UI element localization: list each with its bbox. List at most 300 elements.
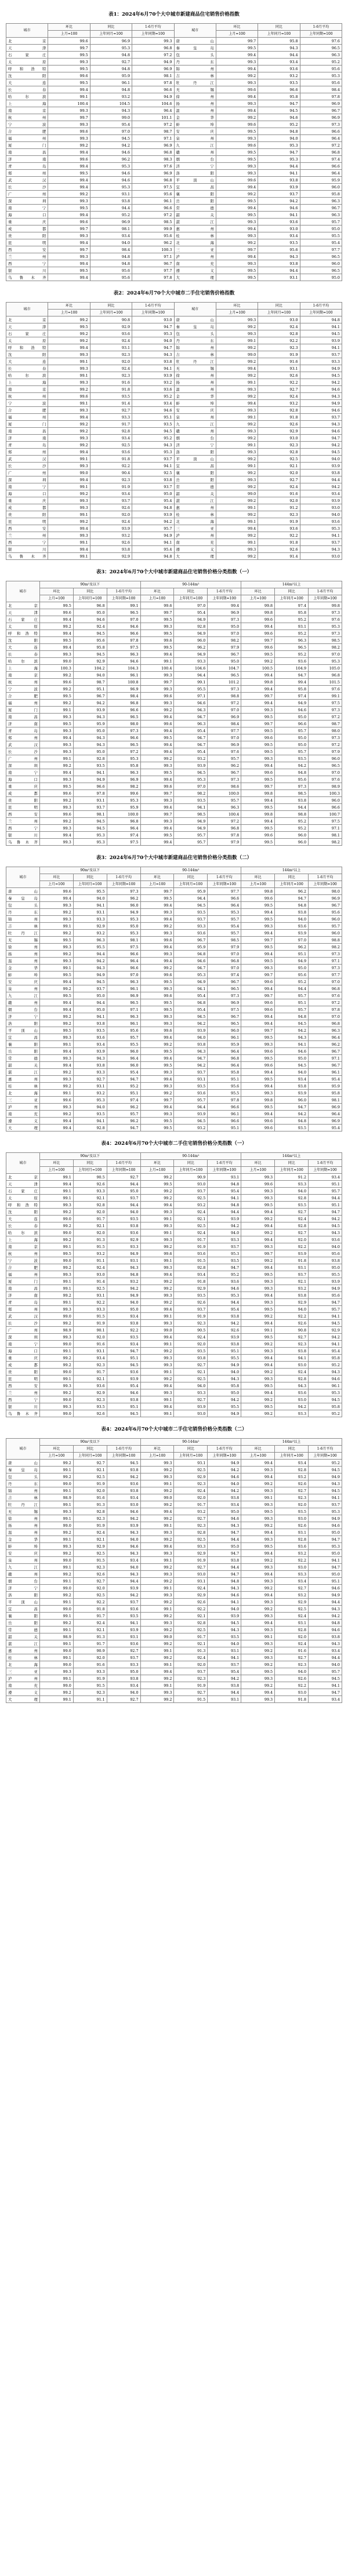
city-name: 秦皇岛 xyxy=(6,1467,40,1473)
table-row xyxy=(6,1271,342,1278)
city-name: 济南 xyxy=(6,156,48,163)
mom-value: 99.2 xyxy=(216,358,258,365)
mom-value: 99.2 xyxy=(140,1467,174,1473)
yoy-value: 92.7 xyxy=(73,1578,107,1585)
mom-value: 99.5 xyxy=(140,734,174,741)
mom-value: 99.4 xyxy=(39,1125,73,1131)
avg-value: 94.7 xyxy=(208,1529,241,1536)
avg-value: 94.6 xyxy=(107,1543,140,1550)
yoy-value: 92.4 xyxy=(275,1369,309,1376)
avg-value: 95.8 xyxy=(309,1355,342,1362)
table-row xyxy=(6,267,342,274)
yoy-value: 92.2 xyxy=(174,1606,208,1613)
avg-header: 1-6月平均 xyxy=(309,874,342,881)
mom-subheader: 上月=100 xyxy=(216,31,258,38)
yoy-value: 93.2 xyxy=(73,1250,107,1257)
avg-value: 96.0 xyxy=(309,797,342,804)
mom-value: 99.3 xyxy=(140,672,174,679)
avg-value: 99.6 xyxy=(107,790,140,797)
mom-value: 99.4 xyxy=(241,1222,275,1229)
avg-value: 95.1 xyxy=(309,1202,342,1209)
yoy-value: 92.4 xyxy=(174,1209,208,1216)
city-name: 长春 xyxy=(6,365,48,372)
yoy-value: 94.3 xyxy=(174,1048,208,1055)
avg-value: 96.8 xyxy=(132,45,174,52)
avg-value: 98.1 xyxy=(309,1097,342,1104)
yoy-value: 94.8 xyxy=(90,66,132,72)
table-row xyxy=(6,1278,342,1285)
city-name: 济南 xyxy=(6,435,48,442)
mom-value: 99.0 xyxy=(39,1216,73,1222)
avg-value: 97.0 xyxy=(107,616,140,623)
avg-value: 95.2 xyxy=(309,1362,342,1369)
mom-value: 99.2 xyxy=(241,1369,275,1376)
mom-value: 99.7 xyxy=(140,888,174,895)
yoy-value: 94.5 xyxy=(174,769,208,776)
city-name: 吉林 xyxy=(174,351,216,358)
yoy-value: 94.1 xyxy=(73,1118,107,1125)
mom-value: 99.6 xyxy=(241,1125,275,1131)
yoy-value: 94.7 xyxy=(275,895,309,902)
city-name: 蚌埠 xyxy=(6,1543,40,1550)
mom-value: 99.3 xyxy=(241,1515,275,1522)
mom-value: 99.2 xyxy=(140,1696,174,1703)
mom-value: 99.3 xyxy=(39,916,73,923)
avg-value: 93.8 xyxy=(208,1682,241,1689)
avg-value: 93.1 xyxy=(208,1647,241,1654)
avg-value: 98.8 xyxy=(309,937,342,944)
mom-value: 99.4 xyxy=(216,225,258,232)
city-name: 福州 xyxy=(6,135,48,142)
table-row xyxy=(6,1620,342,1627)
city-name: 泉州 xyxy=(6,985,40,992)
mom-value: 99.6 xyxy=(241,616,275,623)
table-row xyxy=(6,93,342,100)
yoy-value: 93.5 xyxy=(73,1403,107,1410)
avg-value: 93.5 xyxy=(107,1334,140,1341)
table-3 xyxy=(6,581,342,846)
mom-value: 99.6 xyxy=(48,393,90,400)
yoy-value: 92.9 xyxy=(90,553,132,560)
avg-value: 94.1 xyxy=(107,1620,140,1627)
yoy-value: 94.9 xyxy=(174,630,208,637)
avg-value: 95.2 xyxy=(309,1410,342,1417)
mom-value: 99.1 xyxy=(48,93,90,100)
avg-value: 96.5 xyxy=(107,714,140,721)
yoy-value: 92.4 xyxy=(73,1529,107,1536)
mom-value: 99.3 xyxy=(140,1592,174,1599)
avg-value: 96.8 xyxy=(132,177,174,184)
city-name: 唐山 xyxy=(6,1460,40,1467)
yoy-value: 93.3 xyxy=(73,1306,107,1313)
city-name: 常德 xyxy=(6,1627,40,1633)
city-name: 南昌 xyxy=(6,714,40,721)
table-row xyxy=(6,1647,342,1654)
mom-value: 99.5 xyxy=(140,895,174,902)
yoy-value: 95.1 xyxy=(275,999,309,1006)
yoy-value: 93.2 xyxy=(90,532,132,539)
table-row xyxy=(6,1460,342,1467)
table-row xyxy=(6,232,342,239)
mom-subheader: 上月=100 xyxy=(241,595,275,602)
city-name: 石家庄 xyxy=(6,52,48,59)
city-name: 深圳 xyxy=(6,762,40,769)
table-row xyxy=(6,490,342,497)
mom-value: 99.3 xyxy=(241,1195,275,1202)
avg-value: 95.4 xyxy=(300,239,342,246)
yoy-value: 94.1 xyxy=(275,1041,309,1048)
mom-value: 99.5 xyxy=(241,1334,275,1341)
yoy-value: 92.3 xyxy=(174,1675,208,1682)
yoy-value: 93.4 xyxy=(275,1578,309,1585)
yoy-header: 同比 xyxy=(90,303,132,310)
yoy-value: 92.6 xyxy=(275,1522,309,1529)
city-name: 三亚 xyxy=(6,1668,40,1675)
table-row xyxy=(6,1202,342,1209)
mom-value: 99.1 xyxy=(39,923,73,930)
city-name: 牡丹江 xyxy=(174,358,216,365)
city-name: 金华 xyxy=(6,965,40,972)
yoy-value: 91.8 xyxy=(258,414,300,421)
city-name: 西宁 xyxy=(6,1396,40,1403)
mom-value: 99.2 xyxy=(140,1278,174,1285)
mom-value: 99.6 xyxy=(140,602,174,609)
yoy-value: 92.0 xyxy=(73,1229,107,1236)
avg-value: 96.9 xyxy=(107,776,140,783)
yoy-value: 94.3 xyxy=(174,707,208,714)
yoy-value: 93.7 xyxy=(73,985,107,992)
avg-value: 96.9 xyxy=(309,1118,342,1125)
mom-value: 99.2 xyxy=(39,686,73,693)
avg-value: 94.4 xyxy=(309,1599,342,1606)
yoy-value: 92.7 xyxy=(275,1229,309,1236)
avg-value: 97.9 xyxy=(208,944,241,951)
city-name: 南昌 xyxy=(6,1285,40,1292)
mom-value: 99.6 xyxy=(39,888,73,895)
avg-subheader: 上年同期=100 xyxy=(300,31,342,38)
avg-value: 98.2 xyxy=(107,783,140,790)
city-name: 西安 xyxy=(6,525,48,532)
table-row xyxy=(6,1661,342,1668)
yoy-value: 93.4 xyxy=(90,435,132,442)
group-header-large: 144m²以上 xyxy=(241,1153,342,1160)
yoy-value: 92.8 xyxy=(275,1536,309,1543)
mom-value: 99.6 xyxy=(216,121,258,128)
yoy-value: 92.5 xyxy=(73,1592,107,1599)
avg-value: 96.4 xyxy=(107,825,140,832)
avg-value: 96.0 xyxy=(309,916,342,923)
yoy-value: 97.0 xyxy=(174,783,208,790)
avg-value: 95.3 xyxy=(300,525,342,532)
table-row xyxy=(6,1069,342,1076)
avg-value: 93.9 xyxy=(107,1585,140,1592)
mom-value: 99.4 xyxy=(241,1013,275,1020)
mom-value: 99.6 xyxy=(39,679,73,686)
avg-value: 94.7 xyxy=(300,435,342,442)
city-name: 西安 xyxy=(6,1382,40,1389)
mom-value: 99.2 xyxy=(216,239,258,246)
avg-subheader: 上年同期=100 xyxy=(208,1167,241,1174)
avg-value: 99.3 xyxy=(132,38,174,45)
table-row xyxy=(6,811,342,818)
city-name: 三亚 xyxy=(6,1097,40,1104)
avg-value: 93.6 xyxy=(107,1606,140,1613)
mom-value: 99.5 xyxy=(241,804,275,811)
city-name: 安庆 xyxy=(174,407,216,414)
table-row xyxy=(6,1564,342,1571)
mom-value: 99.2 xyxy=(140,1654,174,1661)
avg-value: 96.9 xyxy=(208,714,241,721)
mom-subheader: 上月=100 xyxy=(39,1167,73,1174)
avg-value: 93.4 xyxy=(309,1696,342,1703)
yoy-value: 96.2 xyxy=(275,944,309,951)
yoy-value: 93.6 xyxy=(73,1382,107,1389)
avg-value: 95.2 xyxy=(309,1460,342,1467)
yoy-value: 91.4 xyxy=(73,1278,107,1285)
yoy-value: 91.4 xyxy=(258,553,300,560)
yoy-value: 91.5 xyxy=(174,1696,208,1703)
yoy-value: 93.1 xyxy=(73,797,107,804)
avg-value: 93.5 xyxy=(208,1257,241,1264)
mom-value: 99.2 xyxy=(39,1292,73,1299)
avg-value: 93.4 xyxy=(300,490,342,497)
yoy-value: 92.9 xyxy=(258,428,300,435)
mom-value: 99.6 xyxy=(48,156,90,163)
yoy-value: 91.8 xyxy=(174,1278,208,1285)
city-name: 岳阳 xyxy=(6,1620,40,1627)
table-row xyxy=(6,651,342,658)
avg-value: 97.7 xyxy=(132,267,174,274)
city-name: 蚌埠 xyxy=(6,972,40,978)
yoy-value: 91.8 xyxy=(275,1257,309,1264)
avg-value: 95.7 xyxy=(107,1034,140,1041)
table-row xyxy=(6,1355,342,1362)
mom-value: 99.7 xyxy=(241,937,275,944)
yoy-value: 91.5 xyxy=(73,1557,107,1564)
table-4-title: 表3：2024年6月70个大中城市新建商品住宅销售价格分类指数（二） xyxy=(96,855,252,861)
mom-value: 99.2 xyxy=(241,1257,275,1264)
yoy-value: 92.5 xyxy=(275,1606,309,1613)
city-name: 南宁 xyxy=(6,483,48,490)
yoy-value: 91.1 xyxy=(73,1696,107,1703)
yoy-value: 92.8 xyxy=(258,407,300,414)
table-row xyxy=(6,1034,342,1041)
mom-value: 99.2 xyxy=(241,1341,275,1348)
table-row xyxy=(6,797,342,804)
mom-value: 99.1 xyxy=(216,337,258,344)
avg-value: 95.1 xyxy=(107,1403,140,1410)
city-name: 南昌 xyxy=(6,149,48,156)
avg-value: 93.8 xyxy=(107,1320,140,1327)
avg-value: 93.7 xyxy=(208,1661,241,1668)
yoy-value: 92.4 xyxy=(73,623,107,630)
yoy-value: 91.6 xyxy=(73,1341,107,1348)
mom-value: 99.1 xyxy=(140,1216,174,1222)
yoy-value: 93.7 xyxy=(174,1668,208,1675)
city-name: 深圳 xyxy=(6,476,48,483)
avg-value: 94.3 xyxy=(107,1264,140,1271)
city-name: 长春 xyxy=(6,651,40,658)
mom-value: 99.2 xyxy=(140,1675,174,1682)
mom-value: 99.2 xyxy=(39,1264,73,1271)
city-name: 海口 xyxy=(6,490,48,497)
table-2-title: 表2：2024年6月70个大中城市二手住宅销售价格指数 xyxy=(113,290,235,296)
avg-value: 96.9 xyxy=(208,999,241,1006)
yoy-value: 94.0 xyxy=(275,1069,309,1076)
yoy-value: 93.7 xyxy=(73,804,107,811)
yoy-value: 94.4 xyxy=(73,951,107,958)
avg-value: 97.5 xyxy=(107,839,140,846)
avg-value: 96.5 xyxy=(300,253,342,260)
city-name: 合肥 xyxy=(6,693,40,700)
yoy-header: 同比 xyxy=(73,874,107,881)
yoy-value: 91.7 xyxy=(73,1369,107,1376)
avg-value: 95.1 xyxy=(132,414,174,421)
table-row xyxy=(6,992,342,999)
yoy-value: 92.6 xyxy=(275,1480,309,1487)
table-row xyxy=(6,1313,342,1320)
city-name: 岳阳 xyxy=(6,1048,40,1055)
yoy-value: 93.5 xyxy=(174,1292,208,1299)
mom-value: 99.2 xyxy=(48,421,90,428)
mom-value: 99.2 xyxy=(241,658,275,665)
table-row xyxy=(6,59,342,66)
avg-value: 96.3 xyxy=(107,769,140,776)
yoy-value: 96.5 xyxy=(275,644,309,651)
mom-header: 环比 xyxy=(241,1446,275,1453)
city-name: 成都 xyxy=(6,790,40,797)
yoy-value: 92.0 xyxy=(73,1654,107,1661)
yoy-value: 94.3 xyxy=(258,45,300,52)
table-row xyxy=(6,1487,342,1494)
yoy-value: 93.3 xyxy=(174,1543,208,1550)
mom-value: 99.8 xyxy=(241,790,275,797)
avg-value: 93.8 xyxy=(107,1396,140,1403)
yoy-value: 96.2 xyxy=(90,156,132,163)
yoy-value: 93.2 xyxy=(174,1202,208,1209)
mom-value: 99.4 xyxy=(241,1592,275,1599)
avg-value: 97.6 xyxy=(309,686,342,693)
mom-value: 99.3 xyxy=(140,1571,174,1578)
yoy-value: 95.0 xyxy=(275,741,309,748)
avg-value: 99.9 xyxy=(132,225,174,232)
yoy-value: 93.9 xyxy=(174,1111,208,1118)
mom-value: 99.2 xyxy=(216,470,258,476)
yoy-value: 97.0 xyxy=(275,937,309,944)
city-name: 合肥 xyxy=(6,1264,40,1271)
avg-value: 96.3 xyxy=(300,198,342,205)
yoy-value: 91.9 xyxy=(174,1557,208,1564)
avg-value: 95.5 xyxy=(300,232,342,239)
yoy-value: 93.7 xyxy=(174,1188,208,1195)
table-row xyxy=(6,1264,342,1271)
mom-value: 99.3 xyxy=(39,902,73,909)
yoy-value: 94.2 xyxy=(174,1062,208,1069)
yoy-value: 96.2 xyxy=(174,644,208,651)
avg-value: 96.1 xyxy=(107,985,140,992)
mom-value: 99.3 xyxy=(39,1104,73,1111)
table-row xyxy=(6,149,342,156)
avg-value: 93.4 xyxy=(309,1647,342,1654)
avg-value: 97.3 xyxy=(309,707,342,714)
avg-value: 97.0 xyxy=(309,769,342,776)
city-name: 南京 xyxy=(6,386,48,393)
table-row xyxy=(6,790,342,797)
city-name: 无锡 xyxy=(174,86,216,93)
avg-value: 96.7 xyxy=(309,1048,342,1055)
mom-value: 99.3 xyxy=(140,1460,174,1467)
avg-value: 96.1 xyxy=(107,1020,140,1027)
table-row xyxy=(6,825,342,832)
yoy-subheader: 上年同月=100 xyxy=(73,1453,107,1460)
mom-value: 99.2 xyxy=(216,114,258,121)
mom-value: 99.1 xyxy=(39,1467,73,1473)
yoy-value: 95.6 xyxy=(90,274,132,281)
avg-value: 93.7 xyxy=(300,351,342,358)
yoy-value: 96.1 xyxy=(90,79,132,86)
mom-value: 99.6 xyxy=(241,644,275,651)
mom-value: 99.4 xyxy=(140,1508,174,1515)
avg-value: 94.0 xyxy=(208,1480,241,1487)
avg-header: 1-6月平均 xyxy=(132,303,174,310)
yoy-value: 93.2 xyxy=(73,1090,107,1097)
avg-value: 95.0 xyxy=(132,490,174,497)
mom-value: 99.3 xyxy=(39,804,73,811)
avg-value: 94.3 xyxy=(309,1369,342,1376)
table-row xyxy=(6,191,342,198)
table-row xyxy=(6,379,342,386)
yoy-value: 94.7 xyxy=(258,100,300,107)
city-name: 福州 xyxy=(6,414,48,421)
city-name: 无锡 xyxy=(174,365,216,372)
mom-header: 环比 xyxy=(241,1160,275,1167)
yoy-value: 94.5 xyxy=(73,630,107,637)
mom-value: 99.1 xyxy=(140,1229,174,1236)
yoy-value: 93.2 xyxy=(275,1473,309,1480)
mom-value: 99.2 xyxy=(140,1564,174,1571)
avg-value: 93.3 xyxy=(300,358,342,365)
table-row xyxy=(6,344,342,351)
city-name: 长沙 xyxy=(6,748,40,755)
avg-value: 95.3 xyxy=(208,1250,241,1257)
table-row xyxy=(6,323,342,330)
city-name: 天津 xyxy=(6,323,48,330)
table-row xyxy=(6,686,342,693)
city-name: 昆明 xyxy=(6,1376,40,1382)
yoy-value: 95.0 xyxy=(73,1006,107,1013)
mom-value: 99.2 xyxy=(140,1578,174,1585)
table-row xyxy=(6,1529,342,1536)
avg-value: 93.9 xyxy=(300,463,342,470)
city-name: 南充 xyxy=(6,1111,40,1118)
avg-value: 94.4 xyxy=(309,1654,342,1661)
city-name: 合肥 xyxy=(6,128,48,135)
mom-value: 99.2 xyxy=(140,1348,174,1355)
mom-value: 99.4 xyxy=(140,1668,174,1675)
avg-value: 96.7 xyxy=(208,769,241,776)
mom-value: 99.3 xyxy=(241,1501,275,1508)
mom-value: 99.5 xyxy=(216,156,258,163)
mom-value: 99.5 xyxy=(48,323,90,330)
avg-value: 97.3 xyxy=(309,609,342,616)
avg-value: 95.2 xyxy=(107,1083,140,1090)
yoy-value: 93.1 xyxy=(90,191,132,198)
mom-value: 99.1 xyxy=(140,1257,174,1264)
avg-value: 96.4 xyxy=(208,1048,241,1055)
yoy-value: 93.1 xyxy=(258,274,300,281)
avg-value: 93.2 xyxy=(107,1278,140,1285)
table-5-body xyxy=(6,1174,342,1417)
